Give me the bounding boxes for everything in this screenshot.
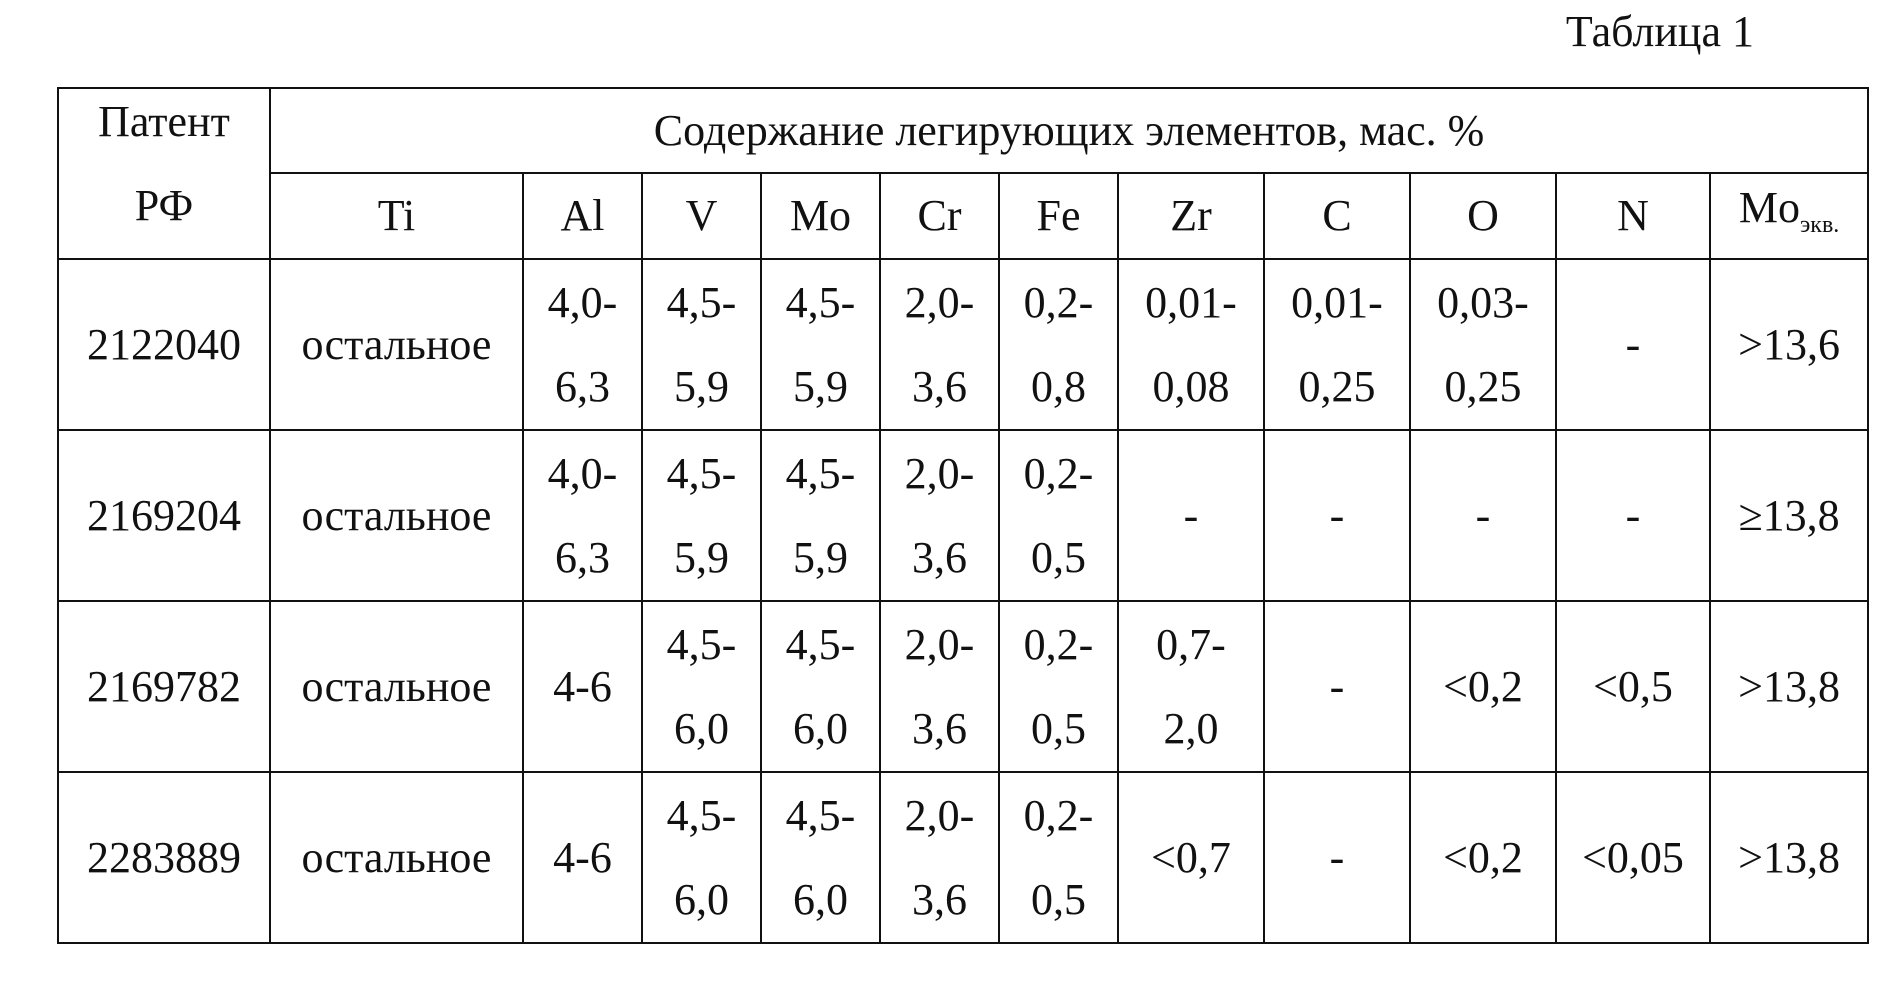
range-value (667, 774, 737, 942)
patent-header-line-1: Патент (98, 96, 230, 146)
range-start: 4,5- (785, 790, 856, 840)
range-end: 5,9 (793, 532, 848, 582)
cell-cr (880, 772, 999, 943)
range-end: 6,3 (555, 361, 610, 411)
range-end: 6,0 (674, 703, 729, 753)
range-value (1145, 261, 1237, 429)
cell-cr (880, 430, 999, 601)
range-value (1024, 603, 1094, 771)
cell-mo-equivalent: ≥13,8 (1710, 430, 1868, 601)
element-header-mo: Mo (761, 173, 880, 259)
cell-al (523, 430, 642, 601)
element-header-cr: Cr (880, 173, 999, 259)
table-body (58, 259, 1868, 943)
patent-header-cell (58, 88, 270, 259)
patent-number-cell: 2169782 (58, 601, 270, 772)
cell-mo-equivalent: >13,8 (1710, 772, 1868, 943)
alloying-elements-header: Содержание легирующих элементов, мас. % (270, 88, 1868, 173)
cell-ti: остальное (270, 772, 523, 943)
range-value (1156, 603, 1226, 771)
element-header-zr: Zr (1118, 173, 1264, 259)
cell-c: - (1264, 772, 1410, 943)
table-caption: Таблица 1 (1565, 7, 1754, 56)
element-header-o: O (1410, 173, 1556, 259)
cell-n: - (1556, 430, 1710, 601)
range-end: 0,8 (1031, 361, 1086, 411)
patent-number-cell: 2169204 (58, 430, 270, 601)
element-header-al: Al (523, 173, 642, 259)
range-start: 4,0- (547, 448, 618, 498)
range-end: 2,0 (1163, 703, 1219, 753)
range-start: 0,03- (1437, 277, 1529, 327)
cell-c (1264, 259, 1410, 430)
element-header-ti: Ti (270, 173, 523, 259)
range-value (548, 261, 618, 429)
cell-zr: - (1118, 430, 1264, 601)
cell-mo (761, 430, 880, 601)
cell-fe (999, 772, 1118, 943)
cell-mo-equivalent: >13,8 (1710, 601, 1868, 772)
cell-ti: остальное (270, 259, 523, 430)
range-start: 4,5- (666, 790, 737, 840)
range-end: 3,6 (912, 532, 967, 582)
cell-c: - (1264, 601, 1410, 772)
range-start: 4,5- (666, 619, 737, 669)
patent-number-cell: 2122040 (58, 259, 270, 430)
cell-o: - (1410, 430, 1556, 601)
range-start: 0,2- (1023, 790, 1094, 840)
table-row (58, 259, 1868, 430)
range-end: 6,3 (555, 532, 610, 582)
range-start: 0,01- (1291, 277, 1383, 327)
range-start: 2,0- (904, 790, 975, 840)
range-value (905, 774, 975, 942)
range-end: 0,08 (1152, 361, 1230, 411)
element-header-fe: Fe (999, 173, 1118, 259)
range-end: 6,0 (793, 703, 848, 753)
range-end: 5,9 (793, 361, 848, 411)
cell-cr (880, 259, 999, 430)
cell-zr (1118, 601, 1264, 772)
range-value (786, 261, 856, 429)
range-value (667, 261, 737, 429)
cell-v (642, 259, 761, 430)
range-end: 6,0 (793, 874, 848, 924)
cell-al (523, 259, 642, 430)
cell-mo-equivalent: >13,6 (1710, 259, 1868, 430)
element-header-c: C (1264, 173, 1410, 259)
range-value (905, 432, 975, 600)
range-value (1024, 774, 1094, 942)
range-start: 4,5- (666, 277, 737, 327)
range-value (667, 603, 737, 771)
cell-mo (761, 772, 880, 943)
range-end: 3,6 (912, 361, 967, 411)
range-start: 0,2- (1023, 277, 1094, 327)
patent-number-cell: 2283889 (58, 772, 270, 943)
cell-ti: остальное (270, 430, 523, 601)
range-value (905, 261, 975, 429)
cell-n: <0,05 (1556, 772, 1710, 943)
range-start: 0,01- (1145, 277, 1237, 327)
range-end: 3,6 (912, 874, 967, 924)
cell-zr: <0,7 (1118, 772, 1264, 943)
range-end: 0,25 (1298, 361, 1376, 411)
range-start: 4,5- (666, 448, 737, 498)
range-value (667, 432, 737, 600)
table-row (58, 601, 1868, 772)
element-header-mo-equivalent (1710, 173, 1868, 259)
range-value (1291, 261, 1383, 429)
range-value (786, 603, 856, 771)
range-value (905, 603, 975, 771)
range-end: 0,5 (1031, 532, 1086, 582)
range-start: 4,5- (785, 619, 856, 669)
range-end: 3,6 (912, 703, 967, 753)
alloy-composition-table (57, 87, 1869, 944)
table-row (58, 772, 1868, 943)
range-end: 0,5 (1031, 874, 1086, 924)
cell-v (642, 601, 761, 772)
cell-o: <0,2 (1410, 601, 1556, 772)
cell-zr (1118, 259, 1264, 430)
cell-v (642, 772, 761, 943)
range-end: 0,25 (1444, 361, 1522, 411)
range-end: 0,5 (1031, 703, 1086, 753)
cell-cr (880, 601, 999, 772)
cell-fe (999, 601, 1118, 772)
range-value (786, 432, 856, 600)
range-value (1437, 261, 1529, 429)
range-start: 4,5- (785, 448, 856, 498)
element-header-row (58, 173, 1868, 259)
range-end: 6,0 (674, 874, 729, 924)
range-start: 2,0- (904, 448, 975, 498)
cell-mo (761, 259, 880, 430)
cell-al: 4-6 (523, 601, 642, 772)
cell-mo (761, 601, 880, 772)
cell-fe (999, 259, 1118, 430)
range-end: 5,9 (674, 361, 729, 411)
element-header-n: N (1556, 173, 1710, 259)
range-start: 2,0- (904, 619, 975, 669)
range-end: 5,9 (674, 532, 729, 582)
header-row-group (58, 88, 1868, 173)
range-value (548, 432, 618, 600)
cell-o (1410, 259, 1556, 430)
cell-ti: остальное (270, 601, 523, 772)
range-start: 4,5- (785, 277, 856, 327)
cell-c: - (1264, 430, 1410, 601)
range-value (786, 774, 856, 942)
table-row (58, 430, 1868, 601)
cell-n: <0,5 (1556, 601, 1710, 772)
range-start: 0,2- (1023, 619, 1094, 669)
cell-al: 4-6 (523, 772, 642, 943)
range-start: 0,2- (1023, 448, 1094, 498)
mo-eq-subscript: экв. (1799, 211, 1840, 238)
cell-o: <0,2 (1410, 772, 1556, 943)
cell-v (642, 430, 761, 601)
patent-header-line-2: РФ (134, 180, 194, 230)
cell-fe (999, 430, 1118, 601)
mo-eq-base: Mo (1738, 182, 1800, 232)
element-header-v: V (642, 173, 761, 259)
range-value (1024, 261, 1094, 429)
range-start: 4,0- (547, 277, 618, 327)
range-start: 0,7- (1156, 619, 1226, 669)
range-start: 2,0- (904, 277, 975, 327)
cell-n: - (1556, 259, 1710, 430)
range-value (1024, 432, 1094, 600)
